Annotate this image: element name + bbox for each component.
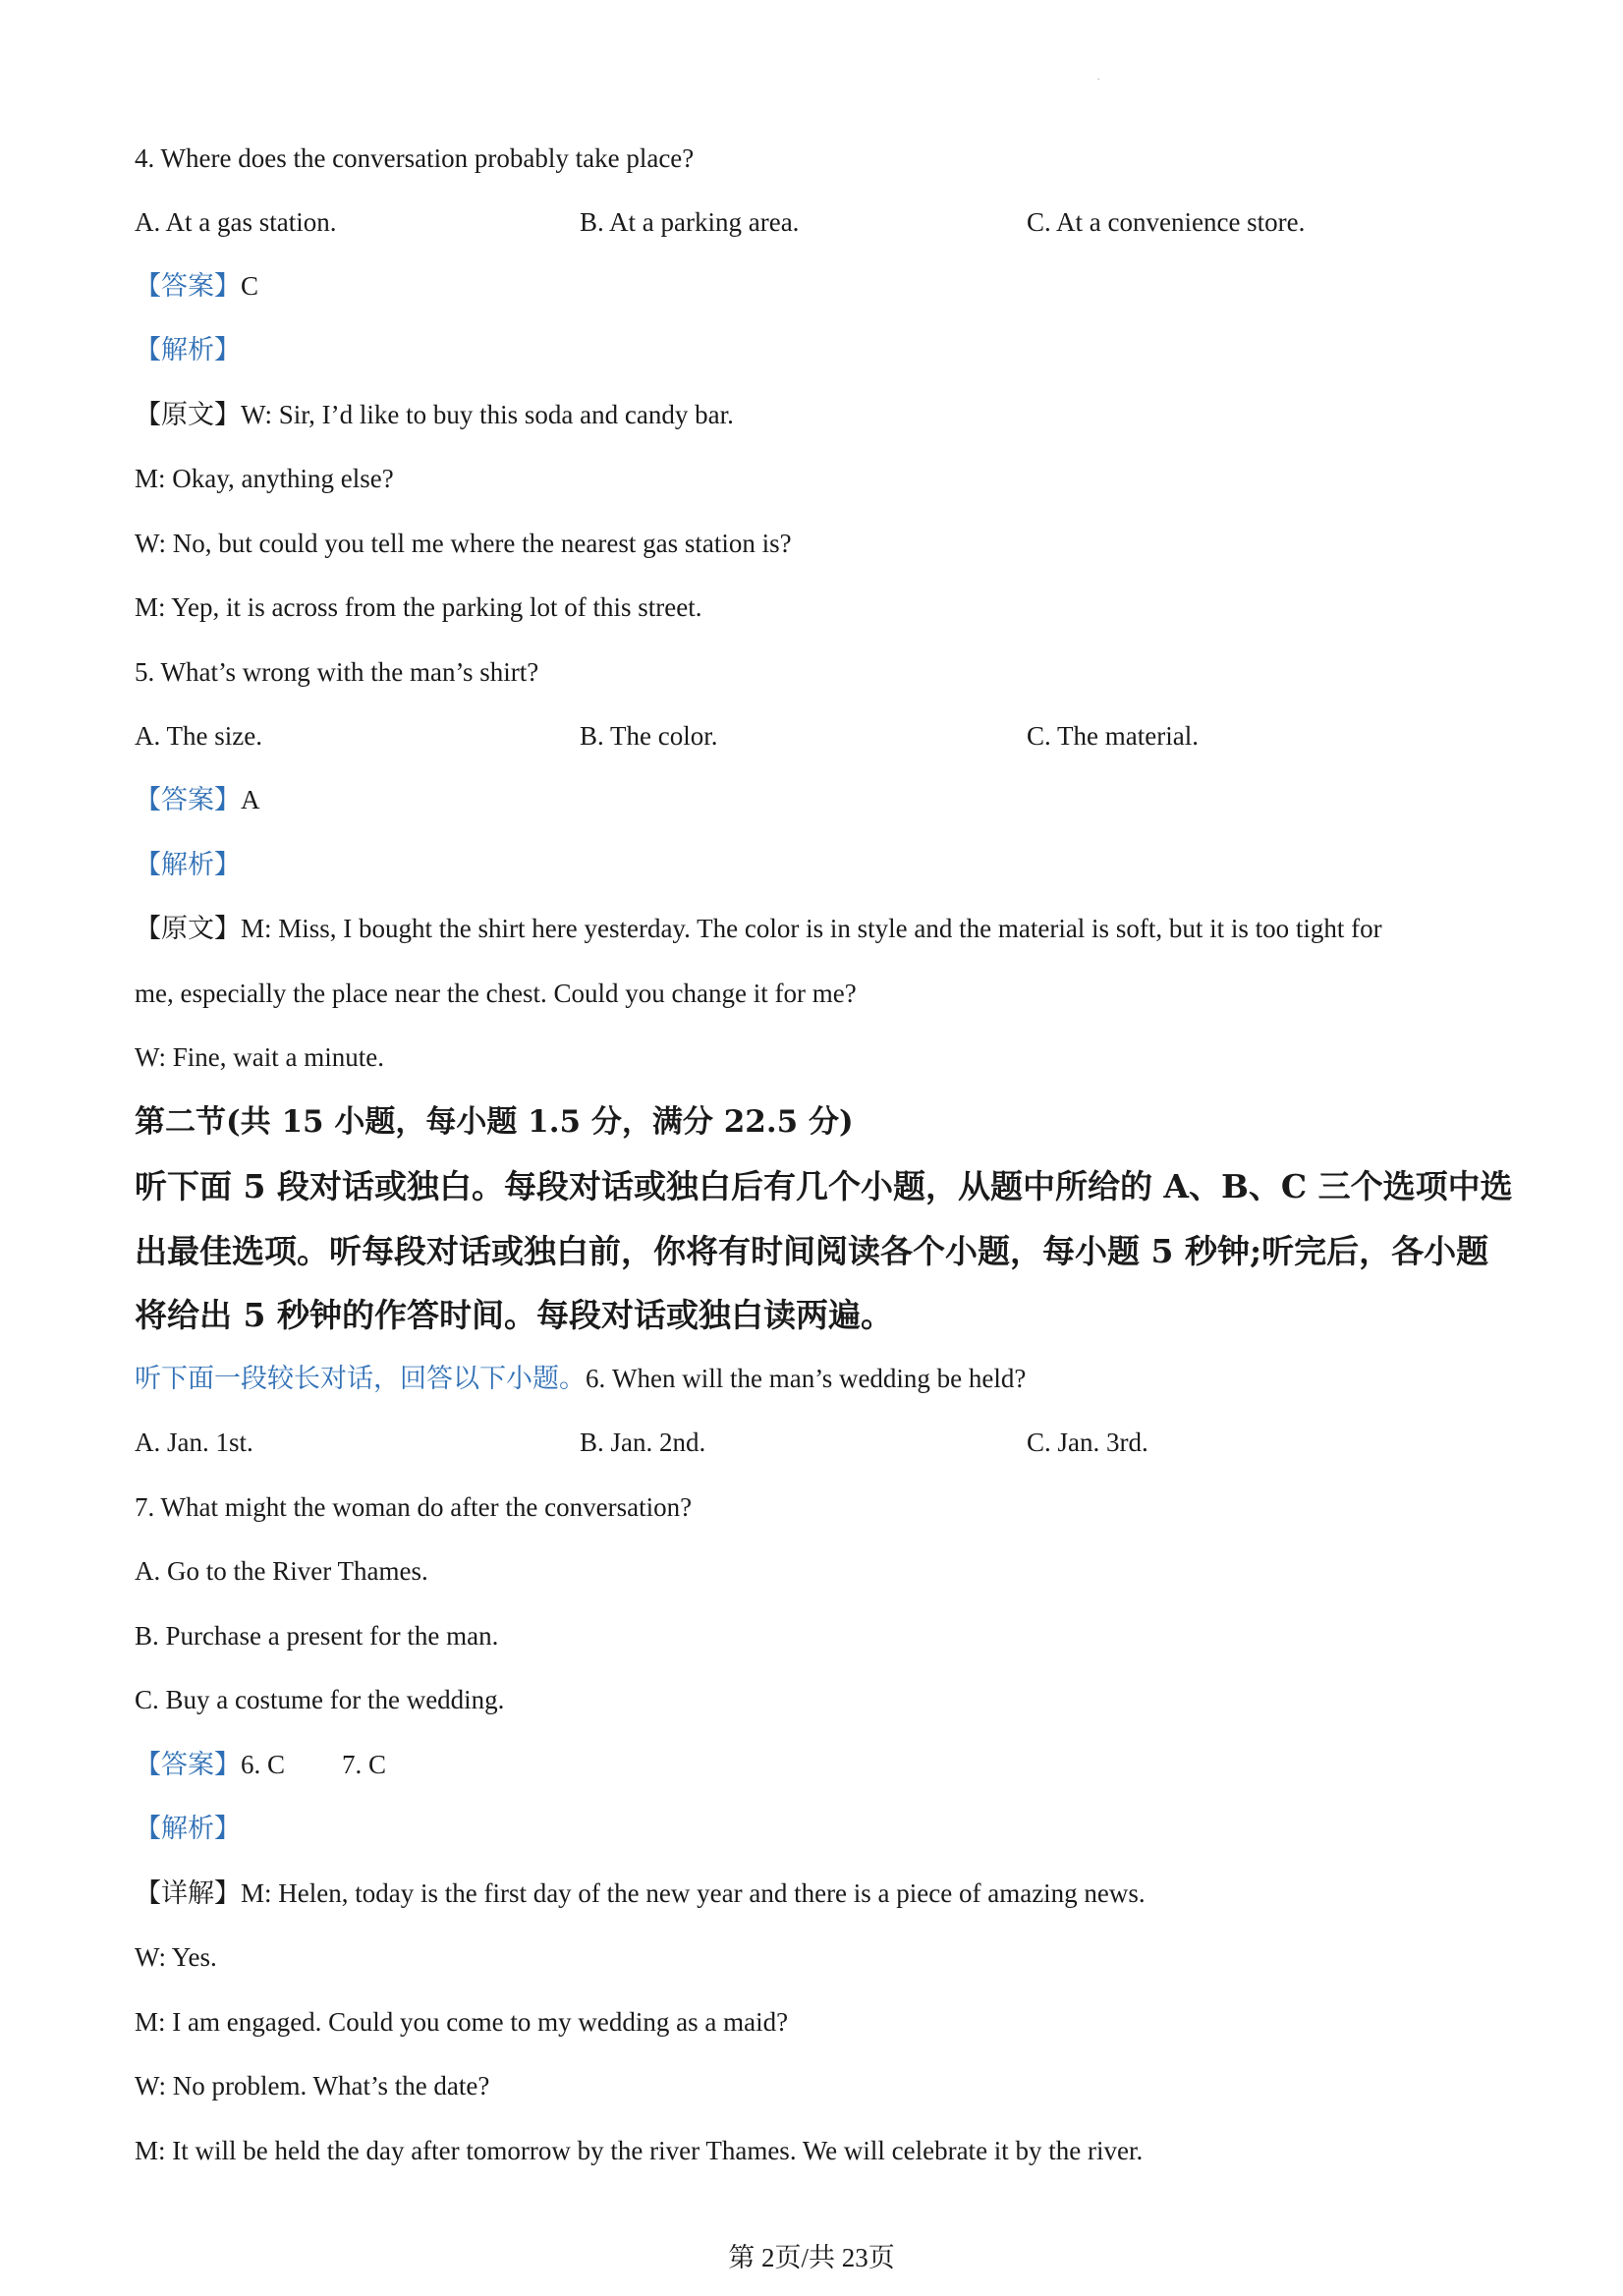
- question-6-text: 6. When will the man’s wedding be held?: [586, 1364, 1027, 1393]
- answer-value-7: 7. C: [342, 1750, 387, 1779]
- q6-7-answer: [135, 1747, 386, 1782]
- answer-tag: 【答案】: [135, 1750, 241, 1779]
- section-instructions: 将给出 5 秒钟的作答时间。每段对话或独白读两遍。: [135, 1296, 893, 1334]
- transcript-tag: 【原文】: [135, 400, 241, 429]
- section-heading: 第二节(共 15 小题，每小题 1.5 分，满分 22.5 分): [135, 1104, 854, 1140]
- q5-transcript-line: me, especially the place near the chest. Could you change it for me?: [135, 979, 857, 1008]
- q5-analysis: [135, 847, 241, 882]
- transcript-text: M: Helen, today is the first day of the new year and there is a piece of amazing news.: [241, 1878, 1146, 1908]
- q7-option-a: A. Go to the River Thames.: [135, 1556, 428, 1586]
- answer-tag: 【答案】: [135, 271, 241, 301]
- answer-value: C: [241, 271, 259, 301]
- section-instructions: 出最佳选项。听每段对话或独白前，你将有时间阅读各个小题，每小题 5 秒钟;听完后，各小题: [135, 1232, 1489, 1270]
- q6-7-transcript-line: [135, 1876, 1146, 1911]
- q6-7-transcript-line: W: Yes.: [135, 1942, 217, 1972]
- analysis-tag: 【解析】: [135, 850, 241, 879]
- question-7: 7. What might the woman do after the conversation?: [135, 1492, 693, 1522]
- q5-transcript-line: W: Fine, wait a minute.: [135, 1042, 384, 1072]
- listening-intro: 听下面一段较长对话，回答以下小题。: [135, 1364, 586, 1393]
- question-4: 4. Where does the conversation probably take place?: [135, 143, 695, 173]
- analysis-tag: 【解析】: [135, 1814, 241, 1843]
- q4-answer: [135, 268, 258, 304]
- q6-option-b: B. Jan. 2nd.: [580, 1428, 706, 1457]
- transcript-tag: 【原文】: [135, 914, 241, 943]
- transcript-text: M: Miss, I bought the shirt here yesterday. The color is in style and the material is soft, but it is too tight for: [241, 914, 1382, 943]
- detail-tag: 【详解】: [135, 1878, 241, 1908]
- q5-answer: [135, 782, 260, 817]
- q5-transcript-line: [135, 911, 1382, 946]
- answer-tag: 【答案】: [135, 785, 241, 814]
- section-instructions: 听下面 5 段对话或独白。每段对话或独白后有几个小题，从题中所给的 A、B、C 三个选项中选: [135, 1167, 1513, 1205]
- answer-value-6: 6. C: [241, 1750, 286, 1779]
- answer-value: A: [241, 785, 260, 814]
- transcript-text: W: Sir, I’d like to buy this soda and candy bar.: [241, 400, 734, 429]
- q7-option-c: C. Buy a costume for the wedding.: [135, 1685, 505, 1714]
- q4-option-a: A. At a gas station.: [135, 207, 337, 237]
- q6-7-transcript-line: M: It will be held the day after tomorrow by the river Thames. We will celebrate it by the river.: [135, 2136, 1144, 2165]
- q4-transcript-line: W: No, but could you tell me where the nearest gas station is?: [135, 529, 792, 558]
- page-number: 第 2页/共 23页: [728, 2243, 895, 2272]
- analysis-tag: 【解析】: [135, 335, 241, 364]
- q5-option-c: C. The material.: [1027, 721, 1199, 751]
- q6-7-transcript-line: W: No problem. What’s the date?: [135, 2071, 490, 2100]
- q6-7-transcript-line: M: I am engaged. Could you come to my wedding as a maid?: [135, 2007, 789, 2037]
- q6-option-c: C. Jan. 3rd.: [1027, 1428, 1148, 1457]
- q4-analysis: [135, 332, 241, 367]
- scan-mark: .: [1097, 72, 1100, 83]
- q4-transcript-line: [135, 397, 734, 432]
- question-6: [135, 1361, 1026, 1396]
- q6-7-analysis: [135, 1811, 241, 1846]
- q6-option-a: A. Jan. 1st.: [135, 1428, 253, 1457]
- q5-option-a: A. The size.: [135, 721, 262, 751]
- q4-transcript-line: M: Okay, anything else?: [135, 464, 394, 493]
- q4-option-c: C. At a convenience store.: [1027, 207, 1306, 237]
- question-5: 5. What’s wrong with the man’s shirt?: [135, 657, 539, 687]
- q5-option-b: B. The color.: [580, 721, 718, 751]
- q7-option-b: B. Purchase a present for the man.: [135, 1621, 499, 1651]
- q4-option-b: B. At a parking area.: [580, 207, 800, 237]
- q4-transcript-line: M: Yep, it is across from the parking lot of this street.: [135, 592, 702, 622]
